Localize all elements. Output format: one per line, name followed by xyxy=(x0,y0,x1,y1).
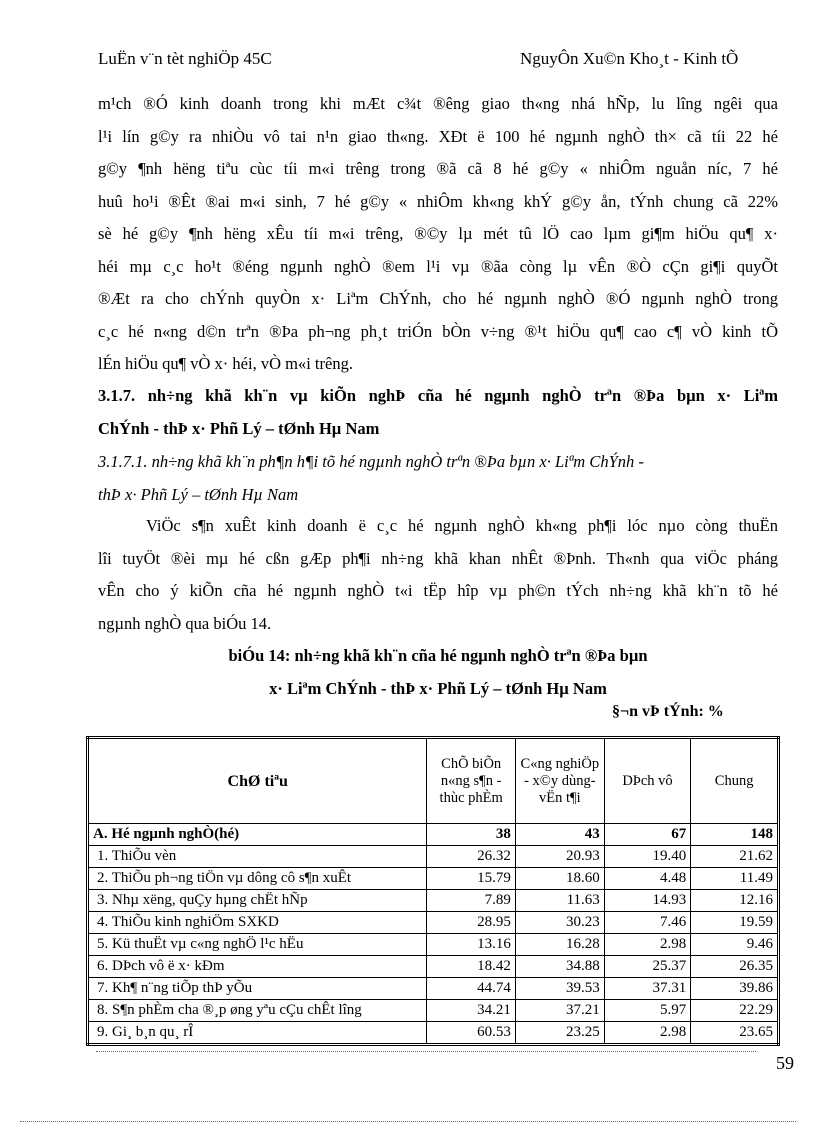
header-col: DÞch vô xyxy=(604,738,690,824)
subsection-heading-line: 3.1.7.1. nh÷ng khã kh¨n ph¶n h¶i tõ hé ngµnh nghÒ trªn ®Þa bµn x· Liªm ChÝnh - xyxy=(98,452,644,471)
subsection-heading xyxy=(98,446,778,511)
row-label: 8. S¶n phÈm cha ®¸p øng yªu cÇu chÊt lîng xyxy=(88,1000,427,1022)
cell: 26.32 xyxy=(427,846,515,868)
cell: 30.23 xyxy=(515,912,604,934)
table-row xyxy=(88,824,779,846)
cell: 2.98 xyxy=(604,1022,690,1045)
difficulties-table xyxy=(86,736,780,1046)
row-label: 3. Nhµ xëng, quÇy hµng chËt hÑp xyxy=(88,890,427,912)
table-row xyxy=(88,934,779,956)
row-label: 9. Gi¸ b¸n qu¸ rÎ xyxy=(88,1022,427,1045)
cell: 7.46 xyxy=(604,912,690,934)
cell: 37.21 xyxy=(515,1000,604,1022)
table-header-row xyxy=(88,738,779,824)
cell: 2.98 xyxy=(604,934,690,956)
row-label: A. Hé ngµnh nghÒ(hé) xyxy=(88,824,427,846)
table-row xyxy=(88,1000,779,1022)
cell: 12.16 xyxy=(691,890,779,912)
cell: 4.48 xyxy=(604,868,690,890)
section-heading-line: ChÝnh - thÞ x· Phñ Lý – tØnh Hµ Nam xyxy=(98,418,380,438)
text-line: héi mµ c¸c ho¹t ®éng ngµnh nghÒ ®em l¹i vµ ®ãa còng lµ vÊn ®Ò cÇn gi¶i quyÕt xyxy=(98,256,778,276)
section-heading-line: 3.1.7. nh÷ng khã kh¨n vµ kiÕn nghÞ cña hé ngµnh nghÒ trªn ®Þa bµn x· Liªm xyxy=(98,386,778,405)
unit-label: §¬n vÞ tÝnh: % xyxy=(612,703,724,720)
text-line: c¸c hé n«ng d©n trªn ®Þa ph¬ng ph¸t triÓn bÒn v÷ng ®¹t hiÖu qu¶ cao c¶ vÒ kinh tÕ xyxy=(98,321,778,341)
header-col: C«ng nghiÖp - x©y dùng-vËn t¶i xyxy=(515,738,604,824)
row-label: 6. DÞch vô ë x· kÐm xyxy=(88,956,427,978)
header-left: LuËn v¨n tèt nghiÖp 45C xyxy=(98,49,272,68)
table-title-line: biÓu 14: nh÷ng khã kh¨n cña hé ngµnh nghÒ trªn ®Þa bµn xyxy=(228,646,648,665)
text-line: sè hé g©y ¶nh hëng xÊu tíi m«i trêng, ®©y lµ mét tû lÖ cao lµm gi¶m hiÖu qu¶ x· xyxy=(98,224,778,243)
row-label: 7. Kh¶ n¨ng tiÕp thÞ yÕu xyxy=(88,978,427,1000)
cell: 21.62 xyxy=(691,846,779,868)
text-line: lîi tuyÖt ®èi mµ hé cßn gÆp ph¶i nh÷ng khã khan nhÊt ®Þnh. Th«nh qua viÖc pháng xyxy=(98,548,778,568)
cell: 5.97 xyxy=(604,1000,690,1022)
row-label: 2. ThiÕu ph¬ng tiÖn vµ dông cô s¶n xuÊt xyxy=(88,868,427,890)
intro-paragraph xyxy=(98,88,778,381)
cell: 11.49 xyxy=(691,868,779,890)
cell: 23.25 xyxy=(515,1022,604,1045)
text-line: g©y ¶nh hëng tiªu cùc tíi m«i trêng trong ®ã cã 8 hé g©y « nhiÔm nguån níc, 7 hé xyxy=(98,159,778,178)
cell: 20.93 xyxy=(515,846,604,868)
cell: 39.53 xyxy=(515,978,604,1000)
table-row xyxy=(88,868,779,890)
cell: 26.35 xyxy=(691,956,779,978)
text-line: vÊn cho ý kiÕn cña hé ngµnh nghÒ t«i tËp hîp vµ ph©n tÝch nh÷ng khã kh¨n tõ hé xyxy=(98,581,778,600)
cell: 60.53 xyxy=(427,1022,515,1045)
cell: 34.88 xyxy=(515,956,604,978)
table-row xyxy=(88,890,779,912)
cell: 25.37 xyxy=(604,956,690,978)
cell: 18.60 xyxy=(515,868,604,890)
cell: 13.16 xyxy=(427,934,515,956)
text-line: huû ho¹i ®Êt ®ai m«i sinh, 7 hé g©y « nhiÔm kh«ng khÝ g©y ån, tÝnh chung cã 22% xyxy=(98,191,778,211)
cell: 7.89 xyxy=(427,890,515,912)
row-label: 1. ThiÕu vèn xyxy=(88,846,427,868)
cell: 44.74 xyxy=(427,978,515,1000)
row-label: 5. Kü thuËt vµ c«ng nghÖ l¹c hËu xyxy=(88,934,427,956)
table-row xyxy=(88,1022,779,1045)
header-col: ChÕ biÕn n«ng s¶n - thùc phÈm xyxy=(427,738,515,824)
cell: 67 xyxy=(604,824,690,846)
section-heading xyxy=(98,380,778,445)
header-criteria: ChØ tiªu xyxy=(88,738,427,824)
row-label: 4. ThiÕu kinh nghiÖm SXKD xyxy=(88,912,427,934)
cell: 39.86 xyxy=(691,978,779,1000)
cell: 43 xyxy=(515,824,604,846)
table-row xyxy=(88,846,779,868)
header-col: Chung xyxy=(691,738,779,824)
text-line: ®Æt ra cho chÝnh quyÒn x· Liªm ChÝnh, cho hé ngµnh nghÒ ®Ó ngµnh nghÒ trong xyxy=(98,289,778,308)
cell: 19.40 xyxy=(604,846,690,868)
cell: 18.42 xyxy=(427,956,515,978)
header-right: NguyÔn Xu©n Kho¸t - Kinh tÕ xyxy=(520,49,739,68)
page-bottom-divider xyxy=(20,1121,796,1122)
cell: 14.93 xyxy=(604,890,690,912)
table-row xyxy=(88,956,779,978)
table-row xyxy=(88,978,779,1000)
text-line: lÉn hiÖu qu¶ vÒ x· héi, vÒ m«i trêng. xyxy=(98,354,353,373)
table-title-line: x· Liªm ChÝnh - thÞ x· Phñ Lý – tØnh Hµ Nam xyxy=(269,678,607,698)
text-line: m¹ch ®Ó kinh doanh trong khi mÆt c¾t ®êng giao th«ng nhá hÑp, lu lîng ngêi qua xyxy=(98,94,778,113)
cell: 19.59 xyxy=(691,912,779,934)
cell: 34.21 xyxy=(427,1000,515,1022)
text-line: ngµnh nghÒ qua biÓu 14. xyxy=(98,613,272,633)
subsection-heading-line: thÞ x· Phñ Lý – tØnh Hµ Nam xyxy=(98,484,299,504)
cell: 37.31 xyxy=(604,978,690,1000)
text-line: l¹i lín g©y ra nhiÒu vô tai n¹n giao th«ng. XÐt ë 100 hé ngµnh nghÒ th× cã tíi 22 hé xyxy=(98,126,778,146)
cell: 16.28 xyxy=(515,934,604,956)
table-row xyxy=(88,912,779,934)
cell: 23.65 xyxy=(691,1022,779,1045)
cell: 148 xyxy=(691,824,779,846)
cell: 11.63 xyxy=(515,890,604,912)
page-number: 59 xyxy=(776,1053,794,1073)
cell: 38 xyxy=(427,824,515,846)
cell: 15.79 xyxy=(427,868,515,890)
text-line: ViÖc s¶n xuÊt kinh doanh ë c¸c hé ngµnh nghÒ kh«ng ph¶i lóc nµo còng thuËn xyxy=(146,516,778,535)
cell: 22.29 xyxy=(691,1000,779,1022)
footer-divider xyxy=(96,1051,756,1052)
table-title xyxy=(98,640,778,705)
cell: 28.95 xyxy=(427,912,515,934)
cell: 9.46 xyxy=(691,934,779,956)
body-paragraph xyxy=(98,510,778,640)
